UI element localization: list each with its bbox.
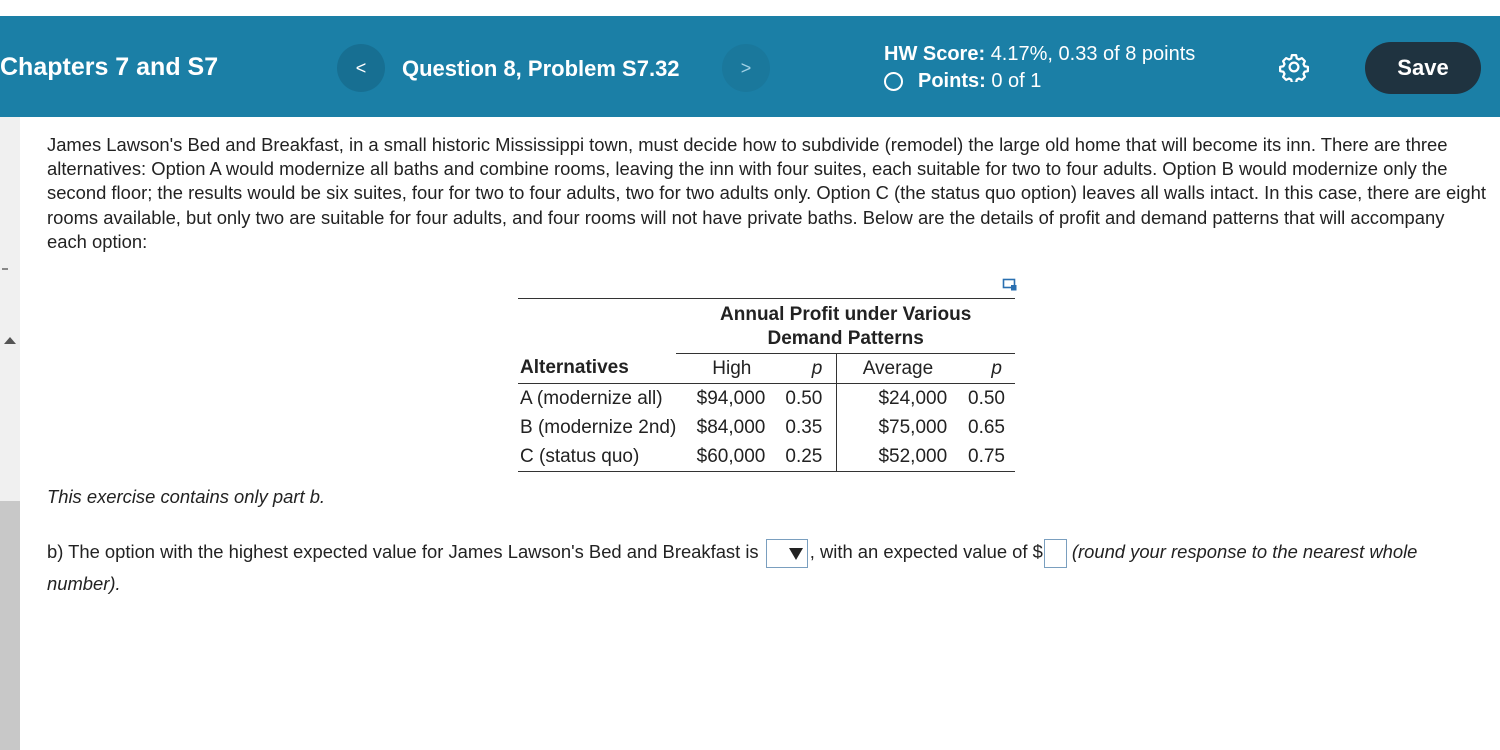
problem-text: James Lawson's Bed and Breakfast, in a small historic Mississippi town, must decide how to subdivide (remodel) the large old home that will become its inn. There are three alternatives: Option A would modernize all baths and combine rooms, leaving the inn with four suites, each suitable for two to four adults. Option B would modernize only the second floor; the results would be six suites, four for two to four adults, two for two adults only. Option C (the status quo option) leaves all walls intact. In this case, there are eight rooms available, but only two are suitable for four adults, and four rooms will not have private baths. Below are the details of profit and demand patterns that will accompany each option: [47, 134, 1486, 252]
status-circle-icon [884, 72, 903, 91]
side-scrollbar[interactable] [0, 117, 20, 633]
table-group-header: Annual Profit under Various Demand Patterns [676, 299, 1015, 354]
profit-table [518, 298, 1015, 472]
points-value: 0 of 1 [991, 70, 1042, 92]
top-strip [0, 0, 1500, 16]
row-p-average: 0.65 [968, 416, 1005, 438]
row-p-high: 0.50 [785, 387, 823, 409]
question-title[interactable]: Question 8, Problem S7.32 [402, 56, 680, 81]
row-high: $84,000 [696, 416, 766, 438]
save-button[interactable]: Save [1365, 42, 1481, 94]
points-label: Points: [918, 70, 986, 92]
exercise-note: This exercise contains only part b. [47, 486, 326, 507]
row-high: $60,000 [676, 442, 771, 472]
row-p-high: 0.35 [785, 416, 823, 438]
dropdown-arrow-icon [789, 548, 803, 560]
row-alt: B (modernize 2nd) [520, 416, 677, 438]
scrollbar-thumb[interactable] [0, 501, 20, 750]
question-part1: b) The option with the highest expected value for James Lawson's Bed and Breakfast is [47, 541, 759, 562]
col-high: High [676, 354, 771, 384]
question-part2: , with an expected value of $ [809, 541, 1043, 562]
hw-score [884, 43, 1195, 66]
table-corner [518, 299, 676, 354]
table-row [518, 442, 1015, 472]
table-row [518, 413, 1015, 442]
next-question-button[interactable]: > [722, 44, 770, 92]
table-row [518, 384, 1015, 414]
row-average: $24,000 [837, 384, 955, 414]
scroll-up-arrow-icon[interactable] [4, 337, 16, 344]
chapter-title: Chapters 7 and S7 [0, 53, 219, 81]
row-alt: C (status quo) [518, 442, 676, 472]
option-dropdown[interactable] [766, 539, 808, 568]
row-p-average: 0.50 [968, 387, 1005, 409]
col-p-average: p [955, 354, 1015, 384]
row-average: $75,000 [837, 413, 955, 442]
col-alternatives: Alternatives [518, 354, 676, 384]
row-average: $52,000 [837, 442, 955, 472]
gear-icon[interactable] [1279, 52, 1309, 82]
question-part3: (round your response to the nearest whole number). [47, 541, 1418, 594]
col-average: Average [837, 354, 955, 384]
row-high: $94,000 [696, 387, 766, 409]
row-alt: A (modernize all) [520, 387, 663, 409]
points [884, 70, 1041, 93]
row-p-high: 0.25 [771, 442, 837, 472]
table-column-headers [518, 354, 1015, 384]
hw-score-label: HW Score: [884, 43, 986, 65]
expected-value-input[interactable] [1044, 539, 1067, 568]
col-p-high: p [771, 354, 837, 384]
question-text [47, 536, 1467, 599]
previous-question-button[interactable]: < [337, 44, 385, 92]
expand-table-icon[interactable] [1002, 278, 1018, 292]
row-p-average: 0.75 [955, 442, 1015, 472]
header-bar [0, 16, 1500, 117]
hw-score-value: 4.17%, 0.33 of 8 points [990, 43, 1196, 65]
sidebar-dash [2, 268, 8, 270]
